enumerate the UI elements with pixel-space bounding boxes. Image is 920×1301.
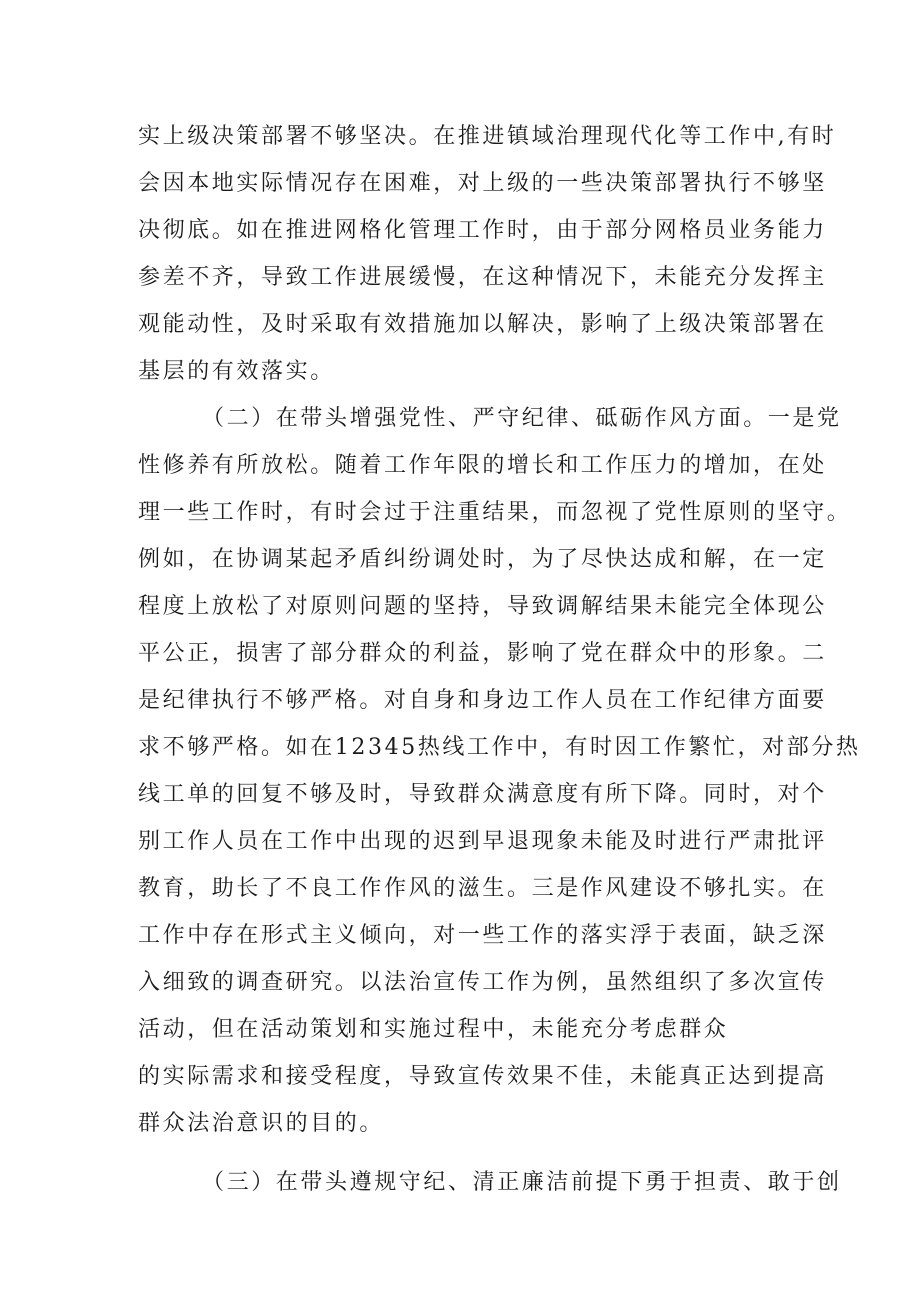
paragraph-line: 求不够严格。如在12345热线工作中，有时因工作繁忙，对部分热: [138, 735, 861, 760]
paragraph-line: 群众法治意识的目的。: [138, 1111, 385, 1136]
document-body: [138, 113, 861, 1206]
paragraph-line: 平公正，损害了部分群众的利益，影响了党在群众中的形象。二: [138, 641, 827, 666]
paragraph-line: 决彻底。如在推进网格化管理工作时，由于部分网格员业务能力: [138, 218, 827, 243]
paragraph-line: 别工作人员在工作中出现的迟到早退现象未能及时进行严肃批评: [138, 829, 827, 854]
paragraph-line: 参差不齐，导致工作进展缓慢，在这种情况下，未能充分发挥主: [138, 265, 827, 290]
paragraph-line: 会因本地实际情况存在困难，对上级的一些决策部署执行不够坚: [138, 171, 827, 196]
paragraph-line: 的实际需求和接受程度，导致宣传效果不佳，未能真正达到提高: [138, 1064, 827, 1089]
section-heading-line: （二）在带头增强党性、严守纪律、砥砺作风方面。一是党: [202, 406, 842, 431]
paragraph-line: 活动，但在活动策划和实施过程中，未能充分考虑群众: [138, 1017, 729, 1042]
paragraph-line: 理一些工作时，有时会过于注重结果，而忽视了党性原则的坚守。: [138, 500, 852, 525]
paragraph-line: 工作中存在形式主义倾向，对一些工作的落实浮于表面，缺乏深: [138, 923, 827, 948]
paragraph-line: 基层的有效落实。: [138, 359, 335, 384]
paragraph-line: 入细致的调查研究。以法治宣传工作为例，虽然组织了多次宣传: [138, 970, 827, 995]
paragraph-line: 程度上放松了对原则问题的坚持，导致调解结果未能完全体现公: [138, 594, 827, 619]
paragraph-line: 线工单的回复不够及时，导致群众满意度有所下降。同时，对个: [138, 782, 827, 807]
paragraph-gap: [138, 1147, 798, 1159]
paragraph-line: 教育，助长了不良工作作风的滋生。三是作风建设不够扎实。在: [138, 876, 827, 901]
paragraph-line: 是纪律执行不够严格。对自身和身边工作人员在工作纪律方面要: [138, 688, 827, 713]
section-heading-line: （三）在带头遵规守纪、清正廉洁前提下勇于担责、敢于创: [202, 1170, 842, 1195]
paragraph-line: 实上级决策部署不够坚决。在推进镇域治理现代化等工作中,有时: [138, 124, 837, 149]
paragraph-line: 观能动性，及时采取有效措施加以解决，影响了上级决策部署在: [138, 312, 827, 337]
paragraph-line: 例如，在协调某起矛盾纠纷调处时，为了尽快达成和解，在一定: [138, 547, 827, 572]
paragraph-line: 性修养有所放松。随着工作年限的增长和工作压力的增加，在处: [138, 453, 827, 478]
